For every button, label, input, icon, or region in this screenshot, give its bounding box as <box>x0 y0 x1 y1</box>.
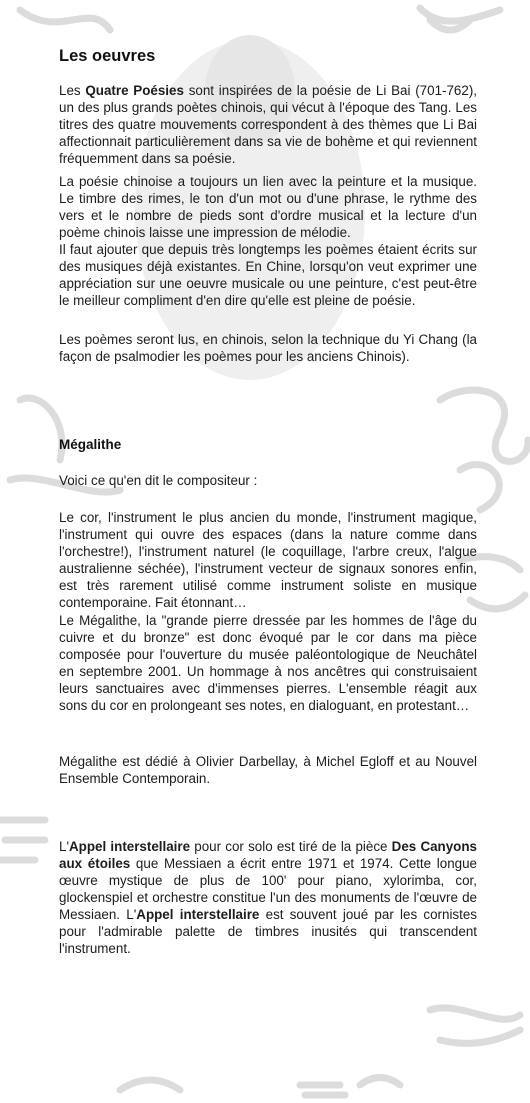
paragraph-quatre-poesies <box>59 82 477 167</box>
paragraph-musiques: Il faut ajouter que depuis très longtemps les poèmes étaient écrits sur des musiques déjà existantes. En Chine, lorsqu'on veut exprimer une appréciation sur une oeuvre musicale ou une peinture, c'est peut-être le meilleur compliment d'en dire qu'elle est pleine de poésie. <box>59 242 477 308</box>
paragraph-megalithe-pierre: Le Mégalithe, la "grande pierre dressée par les hommes de l'âge du cuivre et du bronze" est donc évoqué par le cor dans ma pièce composée pour l'ouverture du musée paléontologique de Neuchâtel en septembre 2001. Un hommage à nos ancêtres qui construisaient leurs sanctuaires avec d'immenses pierres. L'ensemble réagit aux sons du cor en prolongeant ses notes, en dialoguant, en protestant… <box>59 613 477 713</box>
text-run: sont inspirées de la poésie de Li Bai (701-762), un des plus grands poètes chinois, qui vécut à l'époque des Tang. Les titres des quatre mouvements correspondent à des thèmes que Li Bai affectionnait particulièrement dans sa vie de bohème et qui reviennent fréquemment dans sa poésie. <box>59 83 477 166</box>
brush-stroke-left-1 <box>20 398 62 460</box>
text-run: est souvent joué par les cornistes pour l'admirable palette de timbres inusités qui transcendent l'instrument. <box>59 907 477 956</box>
brush-stroke-bottom-right-2 <box>440 1030 520 1043</box>
work-title-appel-interstellaire-2: Appel interstellaire <box>136 907 260 922</box>
text-run: que Messiaen a écrit entre 1971 et 1974. Cette longue œuvre mystique de plus de 100' pour piano, xylorimba, cor, glockenspiel et orchestre constitue l'un des monuments de l'œuvre de Messiaen. L' <box>59 856 477 922</box>
brush-stroke-top-left <box>20 10 110 30</box>
section-title-oeuvres: Les oeuvres <box>59 47 156 65</box>
brush-stroke-bottom-1 <box>120 1080 180 1090</box>
brush-stroke-bottom-3 <box>360 1078 400 1086</box>
text-run: Les <box>59 83 86 98</box>
brush-stroke-bottom-2 <box>300 1085 345 1095</box>
work-title-quatre-poesies: Quatre Poésies <box>85 83 184 98</box>
paragraph-appel-interstellaire <box>59 838 477 957</box>
text-run: pour cor solo est tiré de la pièce <box>190 839 392 854</box>
brush-stroke-bottom-right-1 <box>430 1008 520 1019</box>
text-run: L' <box>59 839 70 854</box>
section-title-megalithe: Mégalithe <box>59 437 122 452</box>
brush-stroke-right-1 <box>440 390 528 461</box>
work-title-appel-interstellaire: Appel interstellaire <box>69 839 191 854</box>
work-title-des-canyons: Des Canyons aux étoiles <box>59 839 477 871</box>
paragraph-yi-chang: Les poèmes seront lus, en chinois, selon la technique du Yi Chang (la façon de psalmodier les poèmes pour les anciens Chinois). <box>59 332 477 364</box>
paragraph-intro-compositeur: Voici ce qu'en dit le compositeur : <box>59 473 258 488</box>
brush-stroke-right-4 <box>470 595 525 609</box>
brush-stroke-left-3 <box>0 820 45 860</box>
paragraph-dedication: Mégalithe est dédié à Olivier Darbellay, à Michel Egloff et au Nouvel Ensemble Contemporain. <box>59 754 477 786</box>
paragraph-poesie-chinoise: La poésie chinoise a toujours un lien avec la peinture et la musique. Le timbre des rimes, le ton d'un mot ou d'une phrase, le rythme des vers et le nombre de pieds sont d'ordre musical et la lecture d'un poème chinois laisse une impression de mélodie. <box>59 174 477 240</box>
paragraph-cor: Le cor, l'instrument le plus ancien du monde, l'instrument magique, l'instrument qui ouvre des espaces (dans la nature comme dans l'orchestre!), l'instrument naturel (le coquillage, l'arbre creux, l'algue australienne séchée), l'instrument vecteur de signaux sonores enfin, est très rarement utilisé comme instrument soliste en musique contemporaine. Fait étonnant… <box>59 510 477 610</box>
